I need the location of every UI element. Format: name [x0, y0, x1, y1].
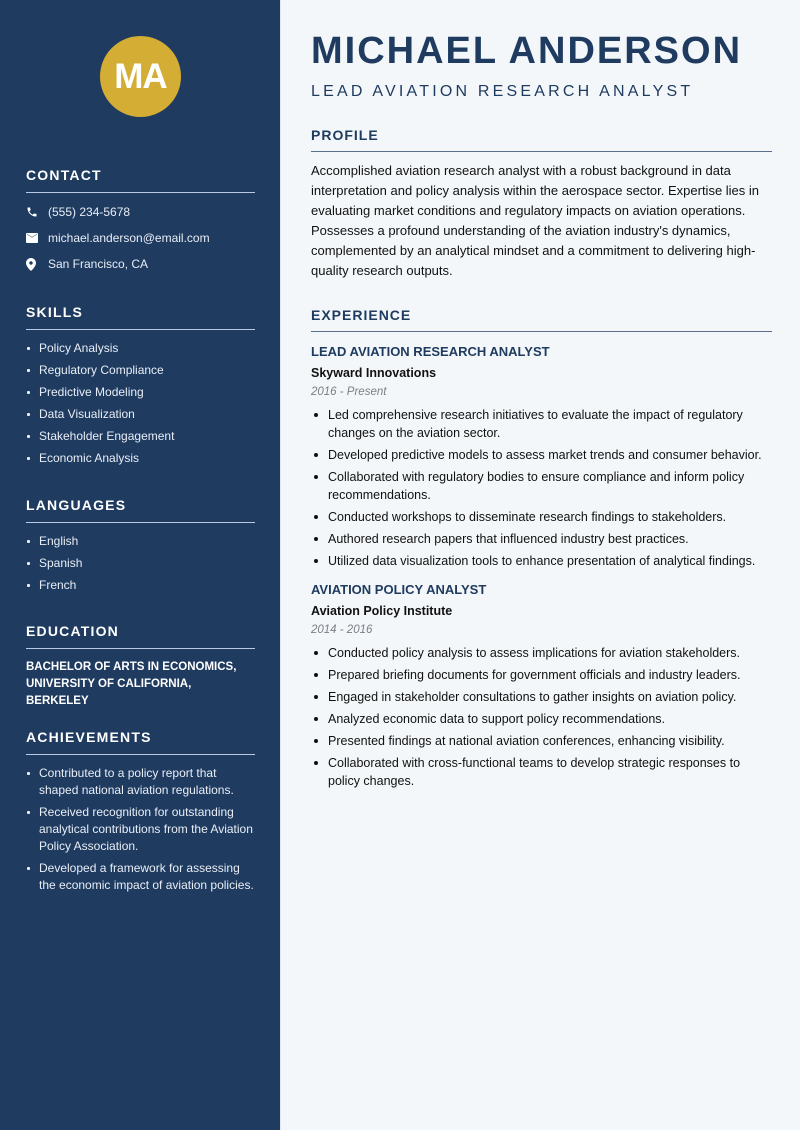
job-bullet: Developed predictive models to assess market trends and consumer behavior.	[311, 446, 772, 464]
avatar-initials: MA	[114, 56, 167, 96]
job-title: LEAD AVIATION RESEARCH ANALYST	[311, 344, 550, 359]
language-item: Spanish	[26, 555, 255, 572]
job-bullet: Collaborated with regulatory bodies to ensure compliance and inform policy recommendations.	[311, 468, 772, 504]
achievement-item: Developed a framework for assessing the economic impact of aviation policies.	[26, 860, 255, 894]
contact-location	[26, 255, 255, 273]
job-bullet: Analyzed economic data to support policy recommendations.	[311, 710, 772, 728]
job-bullet: Prepared briefing documents for government officials and industry leaders.	[311, 666, 772, 684]
skills-section	[26, 304, 255, 472]
job-title: AVIATION POLICY ANALYST	[311, 582, 487, 597]
email-icon	[26, 233, 48, 243]
languages-heading: LANGUAGES	[26, 497, 255, 523]
job-bullet: Presented findings at national aviation conferences, enhancing visibility.	[311, 732, 772, 750]
job-dates: 2016 - Present	[311, 386, 387, 398]
job-bullets	[311, 406, 772, 570]
skills-heading: SKILLS	[26, 304, 255, 330]
language-item: English	[26, 533, 255, 550]
skill-item: Stakeholder Engagement	[26, 428, 255, 445]
job-dates: 2014 - 2016	[311, 624, 373, 636]
job-bullet: Engaged in stakeholder consultations to gather insights on aviation policy.	[311, 688, 772, 706]
skill-item: Regulatory Compliance	[26, 362, 255, 379]
job-bullet: Utilized data visualization tools to enhance presentation of analytical findings.	[311, 552, 772, 570]
achievements-heading: ACHIEVEMENTS	[26, 729, 255, 755]
education-degree: BACHELOR OF ARTS IN ECONOMICS, UNIVERSITY OF CALIFORNIA, BERKELEY	[26, 661, 237, 707]
profile-text: Accomplished aviation research analyst with a robust background in data interpretation and policy analysis within the aerospace sector. Expertise lies in evaluating market conditions and regulatory impacts on aviation operations. Possesses a profound understanding of the aviation industry's dynamics, complemented by an analytical mindset and a commitment to delivering high-quality research outputs.	[311, 163, 760, 278]
candidate-name: MICHAEL ANDERSON	[311, 30, 743, 72]
phone-text: (555) 234-5678	[48, 205, 131, 219]
candidate-title: LEAD AVIATION RESEARCH ANALYST	[311, 83, 694, 100]
phone-icon	[26, 206, 48, 218]
contact-section	[26, 167, 255, 273]
job-entry	[311, 582, 772, 790]
job-bullet: Conducted workshops to disseminate research findings to stakeholders.	[311, 508, 772, 526]
job-company: Aviation Policy Institute	[311, 604, 453, 618]
job-bullet: Conducted policy analysis to assess implications for aviation stakeholders.	[311, 644, 772, 662]
location-pin-icon	[26, 258, 48, 271]
skill-item: Data Visualization	[26, 406, 255, 423]
achievement-item: Contributed to a policy report that shaped national aviation regulations.	[26, 765, 255, 799]
sidebar	[0, 0, 280, 1130]
achievements-section	[26, 729, 255, 899]
email-text: michael.anderson@email.com	[48, 231, 210, 245]
skill-item: Economic Analysis	[26, 450, 255, 467]
contact-email	[26, 229, 255, 247]
achievement-item: Received recognition for outstanding analytical contributions from the Aviation Policy Association.	[26, 804, 255, 855]
language-item: French	[26, 577, 255, 594]
education-section	[26, 623, 255, 710]
job-company: Skyward Innovations	[311, 366, 437, 380]
contact-heading: CONTACT	[26, 167, 255, 193]
skill-item: Policy Analysis	[26, 340, 255, 357]
profile-heading: PROFILE	[311, 127, 772, 152]
avatar	[100, 36, 181, 117]
languages-section	[26, 497, 255, 599]
languages-list	[26, 533, 255, 594]
job-entry	[311, 344, 772, 570]
job-bullet: Collaborated with cross-functional teams to develop strategic responses to policy changes.	[311, 754, 772, 790]
skill-item: Predictive Modeling	[26, 384, 255, 401]
job-bullet: Authored research papers that influenced industry best practices.	[311, 530, 772, 548]
education-heading: EDUCATION	[26, 623, 255, 649]
job-bullet: Led comprehensive research initiatives to evaluate the impact of regulatory changes on the aviation sector.	[311, 406, 772, 442]
achievements-list	[26, 765, 255, 894]
location-text: San Francisco, CA	[48, 257, 149, 271]
contact-phone	[26, 203, 255, 221]
experience-section	[311, 307, 772, 794]
profile-section	[311, 127, 772, 281]
main-content	[280, 0, 800, 1130]
job-bullets	[311, 644, 772, 790]
experience-heading: EXPERIENCE	[311, 307, 772, 332]
skills-list	[26, 340, 255, 467]
